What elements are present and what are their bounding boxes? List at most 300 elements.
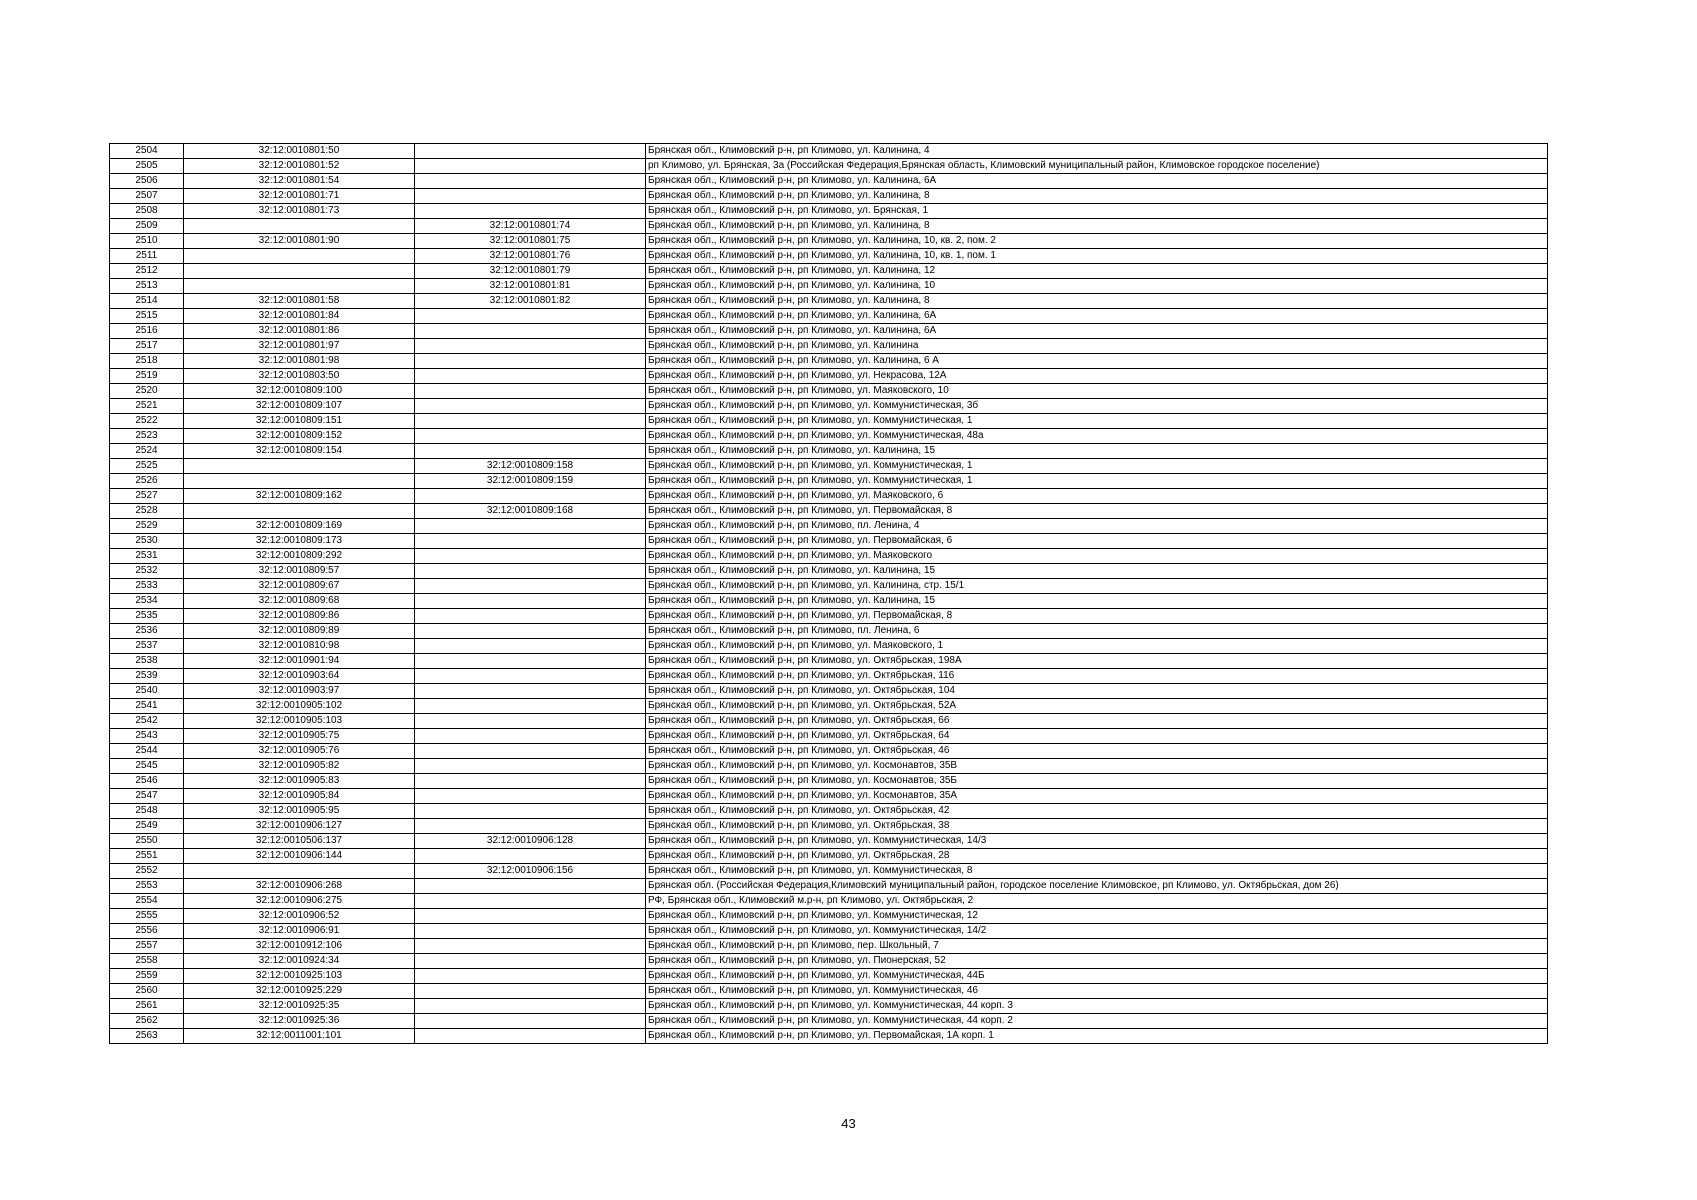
cadastral-number-cell: 32:12:0010809:292 xyxy=(184,549,415,564)
cadastral-number-cell: 32:12:0010905:83 xyxy=(184,774,415,789)
linked-cadastral-number-cell xyxy=(415,414,646,429)
row-number-cell: 2531 xyxy=(110,549,184,564)
row-number-cell: 2535 xyxy=(110,609,184,624)
address-cell: Брянская обл., Климовский р-н, рп Климово, ул. Коммунистическая, 46 xyxy=(646,984,1548,999)
address-cell: Брянская обл., Климовский р-н, рп Климово, ул. Октябрьская, 116 xyxy=(646,669,1548,684)
linked-cadastral-number-cell: 32:12:0010801:74 xyxy=(415,219,646,234)
table-row xyxy=(110,459,1548,474)
row-number-cell: 2555 xyxy=(110,909,184,924)
cadastral-number-cell: 32:12:0010925:35 xyxy=(184,999,415,1014)
linked-cadastral-number-cell xyxy=(415,729,646,744)
cadastral-number-cell: 32:12:0010906:275 xyxy=(184,894,415,909)
cadastral-number-cell: 32:12:0010809:162 xyxy=(184,489,415,504)
address-cell: Брянская обл., Климовский р-н, рп Климово, ул. Коммунистическая, 3б xyxy=(646,399,1548,414)
address-cell: Брянская обл., Климовский р-н, рп Климово, ул. Калинина, стр. 15/1 xyxy=(646,579,1548,594)
table-row xyxy=(110,369,1548,384)
linked-cadastral-number-cell xyxy=(415,774,646,789)
table-row xyxy=(110,489,1548,504)
linked-cadastral-number-cell xyxy=(415,909,646,924)
address-cell: Брянская обл., Климовский р-н, рп Климово, ул. Калинина, 15 xyxy=(646,564,1548,579)
linked-cadastral-number-cell: 32:12:0010809:159 xyxy=(415,474,646,489)
cadastral-number-cell: 32:12:0010905:75 xyxy=(184,729,415,744)
address-cell: Брянская обл. (Российская Федерация,Климовский муниципальный район, городское поселение Климовское, рп Климово, ул. Октябрьская, дом 26) xyxy=(646,879,1548,894)
cadastral-number-cell: 32:12:0010925:103 xyxy=(184,969,415,984)
table-row xyxy=(110,864,1548,879)
row-number-cell: 2540 xyxy=(110,684,184,699)
row-number-cell: 2532 xyxy=(110,564,184,579)
cadastral-number-cell xyxy=(184,474,415,489)
table-row xyxy=(110,684,1548,699)
linked-cadastral-number-cell xyxy=(415,594,646,609)
row-number-cell: 2519 xyxy=(110,369,184,384)
row-number-cell: 2515 xyxy=(110,309,184,324)
linked-cadastral-number-cell: 32:12:0010801:82 xyxy=(415,294,646,309)
row-number-cell: 2529 xyxy=(110,519,184,534)
linked-cadastral-number-cell: 32:12:0010801:75 xyxy=(415,234,646,249)
row-number-cell: 2536 xyxy=(110,624,184,639)
row-number-cell: 2547 xyxy=(110,789,184,804)
linked-cadastral-number-cell xyxy=(415,324,646,339)
table-row xyxy=(110,774,1548,789)
linked-cadastral-number-cell xyxy=(415,714,646,729)
cadastral-number-cell: 32:12:0010809:169 xyxy=(184,519,415,534)
row-number-cell: 2562 xyxy=(110,1014,184,1029)
address-cell: Брянская обл., Климовский р-н, рп Климово, ул. Калинина, 12 xyxy=(646,264,1548,279)
linked-cadastral-number-cell xyxy=(415,159,646,174)
row-number-cell: 2504 xyxy=(110,144,184,159)
address-cell: Брянская обл., Климовский р-н, рп Климово, ул. Маяковского, 6 xyxy=(646,489,1548,504)
table-row xyxy=(110,159,1548,174)
table-row xyxy=(110,174,1548,189)
row-number-cell: 2517 xyxy=(110,339,184,354)
row-number-cell: 2522 xyxy=(110,414,184,429)
address-cell: Брянская обл., Климовский р-н, рп Климово, ул. Маяковского xyxy=(646,549,1548,564)
address-cell: Брянская обл., Климовский р-н, рп Климово, ул. Первомайская, 1А корп. 1 xyxy=(646,1029,1548,1044)
address-cell: Брянская обл., Климовский р-н, рп Климово, ул. Калинина, 10, кв. 2, пом. 2 xyxy=(646,234,1548,249)
address-cell: Брянская обл., Климовский р-н, рп Климово, ул. Калинина, 10 xyxy=(646,279,1548,294)
cadastral-number-cell: 32:12:0010801:84 xyxy=(184,309,415,324)
table-row xyxy=(110,429,1548,444)
linked-cadastral-number-cell: 32:12:0010801:81 xyxy=(415,279,646,294)
row-number-cell: 2554 xyxy=(110,894,184,909)
row-number-cell: 2520 xyxy=(110,384,184,399)
address-cell: Брянская обл., Климовский р-н, рп Климово, ул. Пионерская, 52 xyxy=(646,954,1548,969)
address-cell: Брянская обл., Климовский р-н, рп Климово, пл. Ленина, 6 xyxy=(646,624,1548,639)
row-number-cell: 2542 xyxy=(110,714,184,729)
registry-table xyxy=(109,143,1548,1044)
linked-cadastral-number-cell xyxy=(415,879,646,894)
address-cell: Брянская обл., Климовский р-н, рп Климово, ул. Коммунистическая, 1 xyxy=(646,474,1548,489)
address-cell: Брянская обл., Климовский р-н, рп Климово, ул. Коммунистическая, 44 корп. 2 xyxy=(646,1014,1548,1029)
linked-cadastral-number-cell xyxy=(415,669,646,684)
address-cell: Брянская обл., Климовский р-н, рп Климово, ул. Коммунистическая, 14/2 xyxy=(646,924,1548,939)
cadastral-number-cell: 32:12:0010506:137 xyxy=(184,834,415,849)
cadastral-number-cell: 32:12:0010801:97 xyxy=(184,339,415,354)
cadastral-number-cell: 32:12:0010905:82 xyxy=(184,759,415,774)
linked-cadastral-number-cell: 32:12:0010809:168 xyxy=(415,504,646,519)
address-cell: Брянская обл., Климовский р-н, рп Климово, ул. Калинина, 15 xyxy=(646,594,1548,609)
table-row xyxy=(110,549,1548,564)
table-row xyxy=(110,414,1548,429)
linked-cadastral-number-cell xyxy=(415,759,646,774)
linked-cadastral-number-cell xyxy=(415,954,646,969)
linked-cadastral-number-cell xyxy=(415,549,646,564)
table-row xyxy=(110,219,1548,234)
address-cell: Брянская обл., Климовский р-н, рп Климово, ул. Маяковского, 1 xyxy=(646,639,1548,654)
address-cell: Брянская обл., Климовский р-н, рп Климово, ул. Калинина, 8 xyxy=(646,219,1548,234)
table-row xyxy=(110,654,1548,669)
linked-cadastral-number-cell: 32:12:0010906:156 xyxy=(415,864,646,879)
cadastral-number-cell: 32:12:0010912:106 xyxy=(184,939,415,954)
address-cell: Брянская обл., Климовский р-н, рп Климово, ул. Калинина, 8 xyxy=(646,294,1548,309)
cadastral-number-cell: 32:12:0010809:173 xyxy=(184,534,415,549)
table-row xyxy=(110,639,1548,654)
address-cell: Брянская обл., Климовский р-н, рп Климово, ул. Коммунистическая, 44Б xyxy=(646,969,1548,984)
table-row xyxy=(110,384,1548,399)
linked-cadastral-number-cell xyxy=(415,894,646,909)
linked-cadastral-number-cell xyxy=(415,429,646,444)
table-row xyxy=(110,294,1548,309)
cadastral-number-cell: 32:12:0010906:127 xyxy=(184,819,415,834)
row-number-cell: 2553 xyxy=(110,879,184,894)
cadastral-number-cell: 32:12:0010809:86 xyxy=(184,609,415,624)
row-number-cell: 2509 xyxy=(110,219,184,234)
linked-cadastral-number-cell: 32:12:0010809:158 xyxy=(415,459,646,474)
address-cell: Брянская обл., Климовский р-н, рп Климово, ул. Октябрьская, 198А xyxy=(646,654,1548,669)
registry-table-body xyxy=(110,144,1548,1044)
linked-cadastral-number-cell xyxy=(415,564,646,579)
table-row xyxy=(110,504,1548,519)
row-number-cell: 2508 xyxy=(110,204,184,219)
table-row xyxy=(110,204,1548,219)
row-number-cell: 2507 xyxy=(110,189,184,204)
table-row xyxy=(110,969,1548,984)
address-cell: Брянская обл., Климовский р-н, рп Климово, ул. Калинина, 6 А xyxy=(646,354,1548,369)
row-number-cell: 2528 xyxy=(110,504,184,519)
cadastral-number-cell: 32:12:0010925:36 xyxy=(184,1014,415,1029)
address-cell: Брянская обл., Климовский р-н, рп Климово, ул. Космонавтов, 35А xyxy=(646,789,1548,804)
linked-cadastral-number-cell xyxy=(415,144,646,159)
cadastral-number-cell: 32:12:0010905:76 xyxy=(184,744,415,759)
cadastral-number-cell: 32:12:0010809:67 xyxy=(184,579,415,594)
address-cell: Брянская обл., Климовский р-н, рп Климово, ул. Калинина, 8 xyxy=(646,189,1548,204)
table-row xyxy=(110,984,1548,999)
cadastral-number-cell: 32:12:0010924:34 xyxy=(184,954,415,969)
linked-cadastral-number-cell: 32:12:0010801:76 xyxy=(415,249,646,264)
address-cell: Брянская обл., Климовский р-н, рп Климово, ул. Калинина, 6А xyxy=(646,324,1548,339)
table-row xyxy=(110,234,1548,249)
cadastral-number-cell xyxy=(184,279,415,294)
address-cell: Брянская обл., Климовский р-н, рп Климово, ул. Калинина, 15 xyxy=(646,444,1548,459)
address-cell: Брянская обл., Климовский р-н, рп Климово, ул. Коммунистическая, 8 xyxy=(646,864,1548,879)
address-cell: Брянская обл., Климовский р-н, рп Климово, ул. Калинина, 6А xyxy=(646,174,1548,189)
table-row xyxy=(110,924,1548,939)
table-row xyxy=(110,909,1548,924)
linked-cadastral-number-cell xyxy=(415,189,646,204)
cadastral-number-cell: 32:12:0010903:97 xyxy=(184,684,415,699)
address-cell: Брянская обл., Климовский р-н, рп Климово, ул. Первомайская, 6 xyxy=(646,534,1548,549)
table-row xyxy=(110,579,1548,594)
row-number-cell: 2526 xyxy=(110,474,184,489)
cadastral-number-cell: 32:12:0010803:50 xyxy=(184,369,415,384)
linked-cadastral-number-cell: 32:12:0010906:128 xyxy=(415,834,646,849)
linked-cadastral-number-cell xyxy=(415,969,646,984)
table-row xyxy=(110,249,1548,264)
address-cell: Брянская обл., Климовский р-н, рп Климово, ул. Октябрьская, 46 xyxy=(646,744,1548,759)
table-row xyxy=(110,444,1548,459)
table-row xyxy=(110,594,1548,609)
row-number-cell: 2518 xyxy=(110,354,184,369)
row-number-cell: 2546 xyxy=(110,774,184,789)
cadastral-number-cell xyxy=(184,459,415,474)
table-row xyxy=(110,744,1548,759)
address-cell: Брянская обл., Климовский р-н, рп Климово, ул. Брянская, 1 xyxy=(646,204,1548,219)
table-row xyxy=(110,264,1548,279)
row-number-cell: 2534 xyxy=(110,594,184,609)
row-number-cell: 2539 xyxy=(110,669,184,684)
row-number-cell: 2558 xyxy=(110,954,184,969)
linked-cadastral-number-cell xyxy=(415,924,646,939)
row-number-cell: 2545 xyxy=(110,759,184,774)
row-number-cell: 2505 xyxy=(110,159,184,174)
address-cell: Брянская обл., Климовский р-н, рп Климово, ул. Космонавтов, 35Б xyxy=(646,774,1548,789)
row-number-cell: 2561 xyxy=(110,999,184,1014)
row-number-cell: 2527 xyxy=(110,489,184,504)
table-row xyxy=(110,729,1548,744)
address-cell: Брянская обл., Климовский р-н, рп Климово, ул. Коммунистическая, 12 xyxy=(646,909,1548,924)
linked-cadastral-number-cell: 32:12:0010801:79 xyxy=(415,264,646,279)
address-cell: Брянская обл., Климовский р-н, рп Климово, ул. Калинина, 6А xyxy=(646,309,1548,324)
cadastral-number-cell: 32:12:0010809:152 xyxy=(184,429,415,444)
table-row xyxy=(110,309,1548,324)
linked-cadastral-number-cell xyxy=(415,399,646,414)
row-number-cell: 2538 xyxy=(110,654,184,669)
address-cell: Брянская обл., Климовский р-н, рп Климово, ул. Коммунистическая, 1 xyxy=(646,459,1548,474)
linked-cadastral-number-cell xyxy=(415,534,646,549)
linked-cadastral-number-cell xyxy=(415,1014,646,1029)
linked-cadastral-number-cell xyxy=(415,744,646,759)
table-row xyxy=(110,804,1548,819)
cadastral-number-cell: 32:12:0010801:52 xyxy=(184,159,415,174)
row-number-cell: 2541 xyxy=(110,699,184,714)
table-row xyxy=(110,669,1548,684)
table-row xyxy=(110,699,1548,714)
linked-cadastral-number-cell xyxy=(415,624,646,639)
linked-cadastral-number-cell xyxy=(415,309,646,324)
cadastral-number-cell: 32:12:0010801:71 xyxy=(184,189,415,204)
table-row xyxy=(110,324,1548,339)
address-cell: Брянская обл., Климовский р-н, рп Климово, ул. Первомайская, 8 xyxy=(646,504,1548,519)
address-cell: Брянская обл., Климовский р-н, рп Климово, ул. Некрасова, 12А xyxy=(646,369,1548,384)
table-row xyxy=(110,789,1548,804)
linked-cadastral-number-cell xyxy=(415,819,646,834)
cadastral-number-cell: 32:12:0010809:154 xyxy=(184,444,415,459)
cadastral-number-cell: 32:12:0010809:107 xyxy=(184,399,415,414)
row-number-cell: 2524 xyxy=(110,444,184,459)
address-cell: Брянская обл., Климовский р-н, рп Климово, ул. Калинина, 4 xyxy=(646,144,1548,159)
linked-cadastral-number-cell xyxy=(415,999,646,1014)
cadastral-number-cell: 32:12:0010901:94 xyxy=(184,654,415,669)
address-cell: Брянская обл., Климовский р-н, рп Климово, ул. Октябрьская, 104 xyxy=(646,684,1548,699)
linked-cadastral-number-cell xyxy=(415,699,646,714)
table-row xyxy=(110,354,1548,369)
row-number-cell: 2548 xyxy=(110,804,184,819)
address-cell: Брянская обл., Климовский р-н, рп Климово, ул. Калинина xyxy=(646,339,1548,354)
row-number-cell: 2560 xyxy=(110,984,184,999)
row-number-cell: 2530 xyxy=(110,534,184,549)
row-number-cell: 2544 xyxy=(110,744,184,759)
cadastral-number-cell xyxy=(184,219,415,234)
address-cell: Брянская обл., Климовский р-н, рп Климово, ул. Калинина, 10, кв. 1, пом. 1 xyxy=(646,249,1548,264)
row-number-cell: 2552 xyxy=(110,864,184,879)
address-cell: Брянская обл., Климовский р-н, рп Климово, ул. Октябрьская, 64 xyxy=(646,729,1548,744)
address-cell: Брянская обл., Климовский р-н, рп Климово, ул. Октябрьская, 66 xyxy=(646,714,1548,729)
table-row xyxy=(110,954,1548,969)
linked-cadastral-number-cell xyxy=(415,984,646,999)
table-row xyxy=(110,939,1548,954)
cadastral-number-cell: 32:12:0010906:268 xyxy=(184,879,415,894)
cadastral-number-cell: 32:12:0010925:229 xyxy=(184,984,415,999)
table-row xyxy=(110,189,1548,204)
cadastral-number-cell: 32:12:0010801:73 xyxy=(184,204,415,219)
cadastral-number-cell: 32:12:0010801:86 xyxy=(184,324,415,339)
cadastral-number-cell: 32:12:0010809:89 xyxy=(184,624,415,639)
address-cell: рп Климово, ул. Брянская, 3а (Российская Федерация,Брянская область, Климовский муниципальный район, Климовское городское поселение) xyxy=(646,159,1548,174)
cadastral-number-cell: 32:12:0010905:103 xyxy=(184,714,415,729)
address-cell: Брянская обл., Климовский р-н, рп Климово, ул. Октябрьская, 38 xyxy=(646,819,1548,834)
table-row xyxy=(110,144,1548,159)
cadastral-number-cell: 32:12:0011001:101 xyxy=(184,1029,415,1044)
cadastral-number-cell: 32:12:0010801:50 xyxy=(184,144,415,159)
cadastral-number-cell xyxy=(184,504,415,519)
cadastral-number-cell: 32:12:0010801:90 xyxy=(184,234,415,249)
cadastral-number-cell: 32:12:0010905:84 xyxy=(184,789,415,804)
linked-cadastral-number-cell xyxy=(415,1029,646,1044)
table-row xyxy=(110,519,1548,534)
address-cell: Брянская обл., Климовский р-н, рп Климово, ул. Октябрьская, 52А xyxy=(646,699,1548,714)
table-row xyxy=(110,849,1548,864)
cadastral-number-cell: 32:12:0010906:144 xyxy=(184,849,415,864)
table-row xyxy=(110,279,1548,294)
address-cell: Брянская обл., Климовский р-н, рп Климово, ул. Коммунистическая, 44 корп. 3 xyxy=(646,999,1548,1014)
cadastral-number-cell: 32:12:0010809:68 xyxy=(184,594,415,609)
linked-cadastral-number-cell xyxy=(415,639,646,654)
linked-cadastral-number-cell xyxy=(415,684,646,699)
cadastral-number-cell: 32:12:0010809:57 xyxy=(184,564,415,579)
row-number-cell: 2511 xyxy=(110,249,184,264)
address-cell: Брянская обл., Климовский р-н, рп Климово, ул. Октябрьская, 28 xyxy=(646,849,1548,864)
linked-cadastral-number-cell xyxy=(415,789,646,804)
address-cell: Брянская обл., Климовский р-н, рп Климово, пер. Школьный, 7 xyxy=(646,939,1548,954)
linked-cadastral-number-cell xyxy=(415,339,646,354)
cadastral-number-cell: 32:12:0010810:98 xyxy=(184,639,415,654)
row-number-cell: 2514 xyxy=(110,294,184,309)
cadastral-number-cell: 32:12:0010801:54 xyxy=(184,174,415,189)
table-row xyxy=(110,759,1548,774)
table-row xyxy=(110,399,1548,414)
row-number-cell: 2512 xyxy=(110,264,184,279)
row-number-cell: 2549 xyxy=(110,819,184,834)
row-number-cell: 2543 xyxy=(110,729,184,744)
row-number-cell: 2537 xyxy=(110,639,184,654)
row-number-cell: 2506 xyxy=(110,174,184,189)
linked-cadastral-number-cell xyxy=(415,174,646,189)
cadastral-number-cell xyxy=(184,864,415,879)
cadastral-number-cell: 32:12:0010906:52 xyxy=(184,909,415,924)
row-number-cell: 2525 xyxy=(110,459,184,474)
linked-cadastral-number-cell xyxy=(415,849,646,864)
linked-cadastral-number-cell xyxy=(415,939,646,954)
table-row xyxy=(110,564,1548,579)
table-row xyxy=(110,894,1548,909)
cadastral-number-cell: 32:12:0010905:95 xyxy=(184,804,415,819)
linked-cadastral-number-cell xyxy=(415,609,646,624)
table-row xyxy=(110,624,1548,639)
address-cell: Брянская обл., Климовский р-н, рп Климово, ул. Коммунистическая, 48а xyxy=(646,429,1548,444)
linked-cadastral-number-cell xyxy=(415,654,646,669)
linked-cadastral-number-cell xyxy=(415,204,646,219)
address-cell: РФ, Брянская обл., Климовский м.р-н, рп Климово, ул. Октябрьская, 2 xyxy=(646,894,1548,909)
row-number-cell: 2523 xyxy=(110,429,184,444)
linked-cadastral-number-cell xyxy=(415,489,646,504)
row-number-cell: 2533 xyxy=(110,579,184,594)
row-number-cell: 2551 xyxy=(110,849,184,864)
row-number-cell: 2550 xyxy=(110,834,184,849)
table-row xyxy=(110,714,1548,729)
cadastral-number-cell xyxy=(184,264,415,279)
row-number-cell: 2559 xyxy=(110,969,184,984)
linked-cadastral-number-cell xyxy=(415,444,646,459)
address-cell: Брянская обл., Климовский р-н, рп Климово, ул. Маяковского, 10 xyxy=(646,384,1548,399)
linked-cadastral-number-cell xyxy=(415,804,646,819)
linked-cadastral-number-cell xyxy=(415,369,646,384)
address-cell: Брянская обл., Климовский р-н, рп Климово, ул. Космонавтов, 35В xyxy=(646,759,1548,774)
cadastral-number-cell: 32:12:0010906:91 xyxy=(184,924,415,939)
cadastral-number-cell: 32:12:0010801:58 xyxy=(184,294,415,309)
address-cell: Брянская обл., Климовский р-н, рп Климово, ул. Коммунистическая, 14/3 xyxy=(646,834,1548,849)
address-cell: Брянская обл., Климовский р-н, рп Климово, ул. Октябрьская, 42 xyxy=(646,804,1548,819)
linked-cadastral-number-cell xyxy=(415,384,646,399)
table-row xyxy=(110,609,1548,624)
cadastral-number-cell: 32:12:0010801:98 xyxy=(184,354,415,369)
linked-cadastral-number-cell xyxy=(415,519,646,534)
table-row xyxy=(110,879,1548,894)
linked-cadastral-number-cell xyxy=(415,579,646,594)
row-number-cell: 2557 xyxy=(110,939,184,954)
row-number-cell: 2513 xyxy=(110,279,184,294)
row-number-cell: 2556 xyxy=(110,924,184,939)
table-row xyxy=(110,1029,1548,1044)
address-cell: Брянская обл., Климовский р-н, рп Климово, ул. Коммунистическая, 1 xyxy=(646,414,1548,429)
table-row xyxy=(110,1014,1548,1029)
table-row xyxy=(110,474,1548,489)
table-row xyxy=(110,999,1548,1014)
row-number-cell: 2521 xyxy=(110,399,184,414)
page-number: 43 xyxy=(841,1116,856,1131)
cadastral-number-cell: 32:12:0010809:151 xyxy=(184,414,415,429)
table-row xyxy=(110,819,1548,834)
cadastral-number-cell: 32:12:0010903:64 xyxy=(184,669,415,684)
row-number-cell: 2516 xyxy=(110,324,184,339)
table-row xyxy=(110,534,1548,549)
table-row xyxy=(110,834,1548,849)
cadastral-number-cell: 32:12:0010905:102 xyxy=(184,699,415,714)
address-cell: Брянская обл., Климовский р-н, рп Климово, пл. Ленина, 4 xyxy=(646,519,1548,534)
address-cell: Брянская обл., Климовский р-н, рп Климово, ул. Первомайская, 8 xyxy=(646,609,1548,624)
row-number-cell: 2563 xyxy=(110,1029,184,1044)
row-number-cell: 2510 xyxy=(110,234,184,249)
cadastral-number-cell xyxy=(184,249,415,264)
